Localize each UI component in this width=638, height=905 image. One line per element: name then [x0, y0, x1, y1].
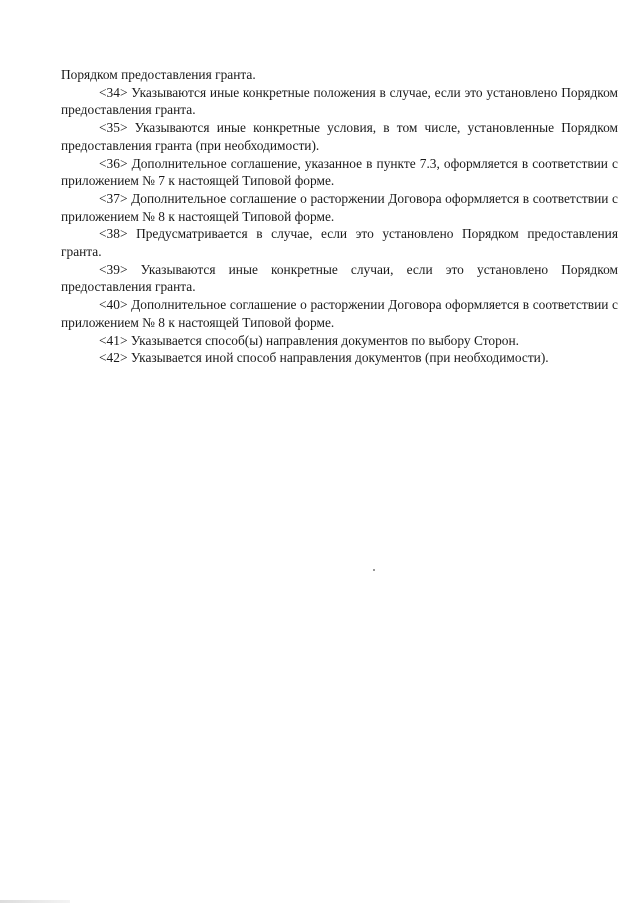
footnote-paragraph: <39> Указываются иные конкретные случаи, если это установлено Порядком предоставления гранта. [61, 261, 618, 295]
footnote-paragraph: <37> Дополнительное соглашение о расторжении Договора оформляется в соответствии с приложением № 8 к настоящей Типовой форме. [61, 190, 618, 224]
footnote-paragraph: Порядком предоставления гранта. [61, 67, 256, 82]
footnote-paragraph: <35> Указываются иные конкретные условия, в том числе, установленные Порядком предоставления гранта (при необходимости). [61, 120, 618, 153]
footnote-paragraph: <42> Указывается иной способ направления документов (при необходимости). [99, 350, 549, 366]
scan-speck [373, 569, 375, 571]
scan-edge-artifact [0, 900, 70, 903]
footnote-paragraph: <40> Дополнительное соглашение о расторжении Договора оформляется в соответствии с приложением № 8 к настоящей Типовой форме. [61, 297, 618, 330]
footnote-paragraph: <36> Дополнительное соглашение, указанное в пункте 7.3, оформляется в соответствии с приложением № 7 к настоящей Типовой форме. [61, 155, 618, 189]
footnote-paragraph: <34> Указываются иные конкретные положения в случае, если это установлено Порядком предоставления гранта. [61, 84, 618, 118]
footnote-paragraph: <38> Предусматривается в случае, если это установлено Порядком предоставления гранта. [61, 226, 618, 260]
footnotes-block [61, 66, 618, 367]
footnote-paragraph: <41> Указывается способ(ы) направления документов по выбору Сторон. [99, 332, 519, 348]
